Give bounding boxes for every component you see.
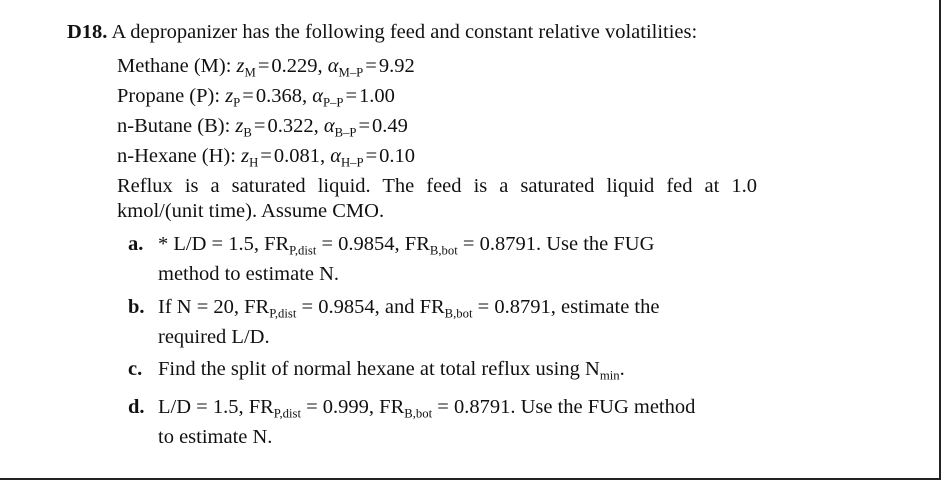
part-d-text: = 0.999, FR [300, 396, 405, 418]
mole-fraction-symbol: z [225, 85, 234, 107]
mole-fraction-symbol: z [236, 55, 245, 77]
component-n-hexane: n-Hexane (H): $z_H=0.081$, $\alpha_{H-P}=0.10$ [117, 145, 415, 170]
volatility-symbol: α [323, 115, 335, 137]
part-c-text: . [619, 358, 625, 380]
part-a-label: a. [128, 233, 144, 255]
mole-fraction-value: 0.229 [271, 55, 318, 77]
part-a [128, 232, 654, 256]
part-a-text: = 0.8791. Use the FUG [457, 233, 655, 255]
volatility-subscript: M–P [338, 65, 364, 80]
volatility-symbol: α [330, 145, 341, 167]
part-b-text: If N = 20, FR [158, 296, 270, 318]
part-c-subscript: min [599, 368, 620, 383]
part-d-subscript: P,dist [273, 406, 301, 421]
part-b-text: = 0.8791, estimate the [472, 296, 660, 318]
mole-fraction-subscript: P [233, 95, 241, 110]
part-b-subscript: B,bot [444, 306, 473, 321]
mole-fraction-value: 0.081 [273, 145, 320, 167]
part-b-line-2: required L/D. [158, 326, 270, 348]
volatility-value: 1.00 [359, 85, 395, 107]
component-name: Methane (M): [117, 55, 237, 77]
part-a-line-2: method to estimate N. [158, 263, 340, 285]
part-d-text: L/D = 1.5, FR [158, 396, 274, 418]
part-d-subscript: B,bot [404, 406, 433, 421]
volatility-subscript: H–P [340, 155, 364, 170]
part-c [128, 357, 625, 381]
part-b-text: = 0.9854, and FR [296, 296, 445, 318]
mole-fraction-value: 0.368 [255, 85, 302, 107]
part-a-subscript: P,dist [289, 243, 317, 258]
volatility-value: 0.49 [372, 115, 408, 137]
volatility-subscript: P–P [322, 95, 344, 110]
part-c-text: Find the split of normal hexane at total reflux using N [158, 358, 600, 380]
component-name: n-Hexane (H): [117, 145, 242, 167]
conditions-line-2: kmol/(unit time). Assume CMO. [117, 200, 385, 222]
part-a-text: * L/D = 1.5, FR [158, 233, 290, 255]
mole-fraction-subscript: H [249, 155, 259, 170]
part-d-text: = 0.8791. Use the FUG method [432, 396, 696, 418]
component-name: Propane (P): [117, 85, 226, 107]
part-a-text: = 0.9854, FR [316, 233, 430, 255]
conditions-line-1: Reflux is a saturated liquid. The feed is a saturated liquid fed at 1.0 [117, 175, 757, 197]
part-b [128, 295, 659, 319]
volatility-symbol: α [312, 85, 323, 107]
volatility-value: 9.92 [378, 55, 415, 77]
mole-fraction-value: 0.322 [267, 115, 314, 137]
mole-fraction-symbol: z [235, 115, 244, 137]
component-propane: Propane (P): $z_P=0.368$, $\alpha_{P-P}=1.00$ [117, 85, 395, 110]
part-b-subscript: P,dist [269, 306, 297, 321]
part-d [128, 395, 695, 419]
component-name: n-Butane (B): [117, 115, 236, 137]
part-c-label: c. [128, 358, 143, 380]
problem-statement: A depropanizer has the following feed and constant relative volatilities: [111, 21, 698, 43]
component-methane: Methane (M): $z_M=0.229$, $\alpha_{M-P}=9.92$ [117, 55, 415, 80]
volatility-value: 0.10 [379, 145, 415, 167]
problem-number: D18. [67, 21, 108, 43]
volatility-subscript: B–P [334, 125, 357, 140]
mole-fraction-subscript: M [244, 65, 256, 80]
part-d-label: d. [128, 396, 145, 418]
mole-fraction-symbol: z [241, 145, 250, 167]
volatility-symbol: α [327, 55, 339, 77]
mole-fraction-subscript: B [243, 125, 252, 140]
part-d-line-2: to estimate N. [158, 426, 273, 448]
problem-header [67, 20, 697, 44]
part-b-label: b. [128, 296, 145, 318]
part-a-subscript: B,bot [429, 243, 458, 258]
component-n-butane: n-Butane (B): $z_B=0.322$, $\alpha_{B-P}=0.49$ [117, 115, 408, 140]
